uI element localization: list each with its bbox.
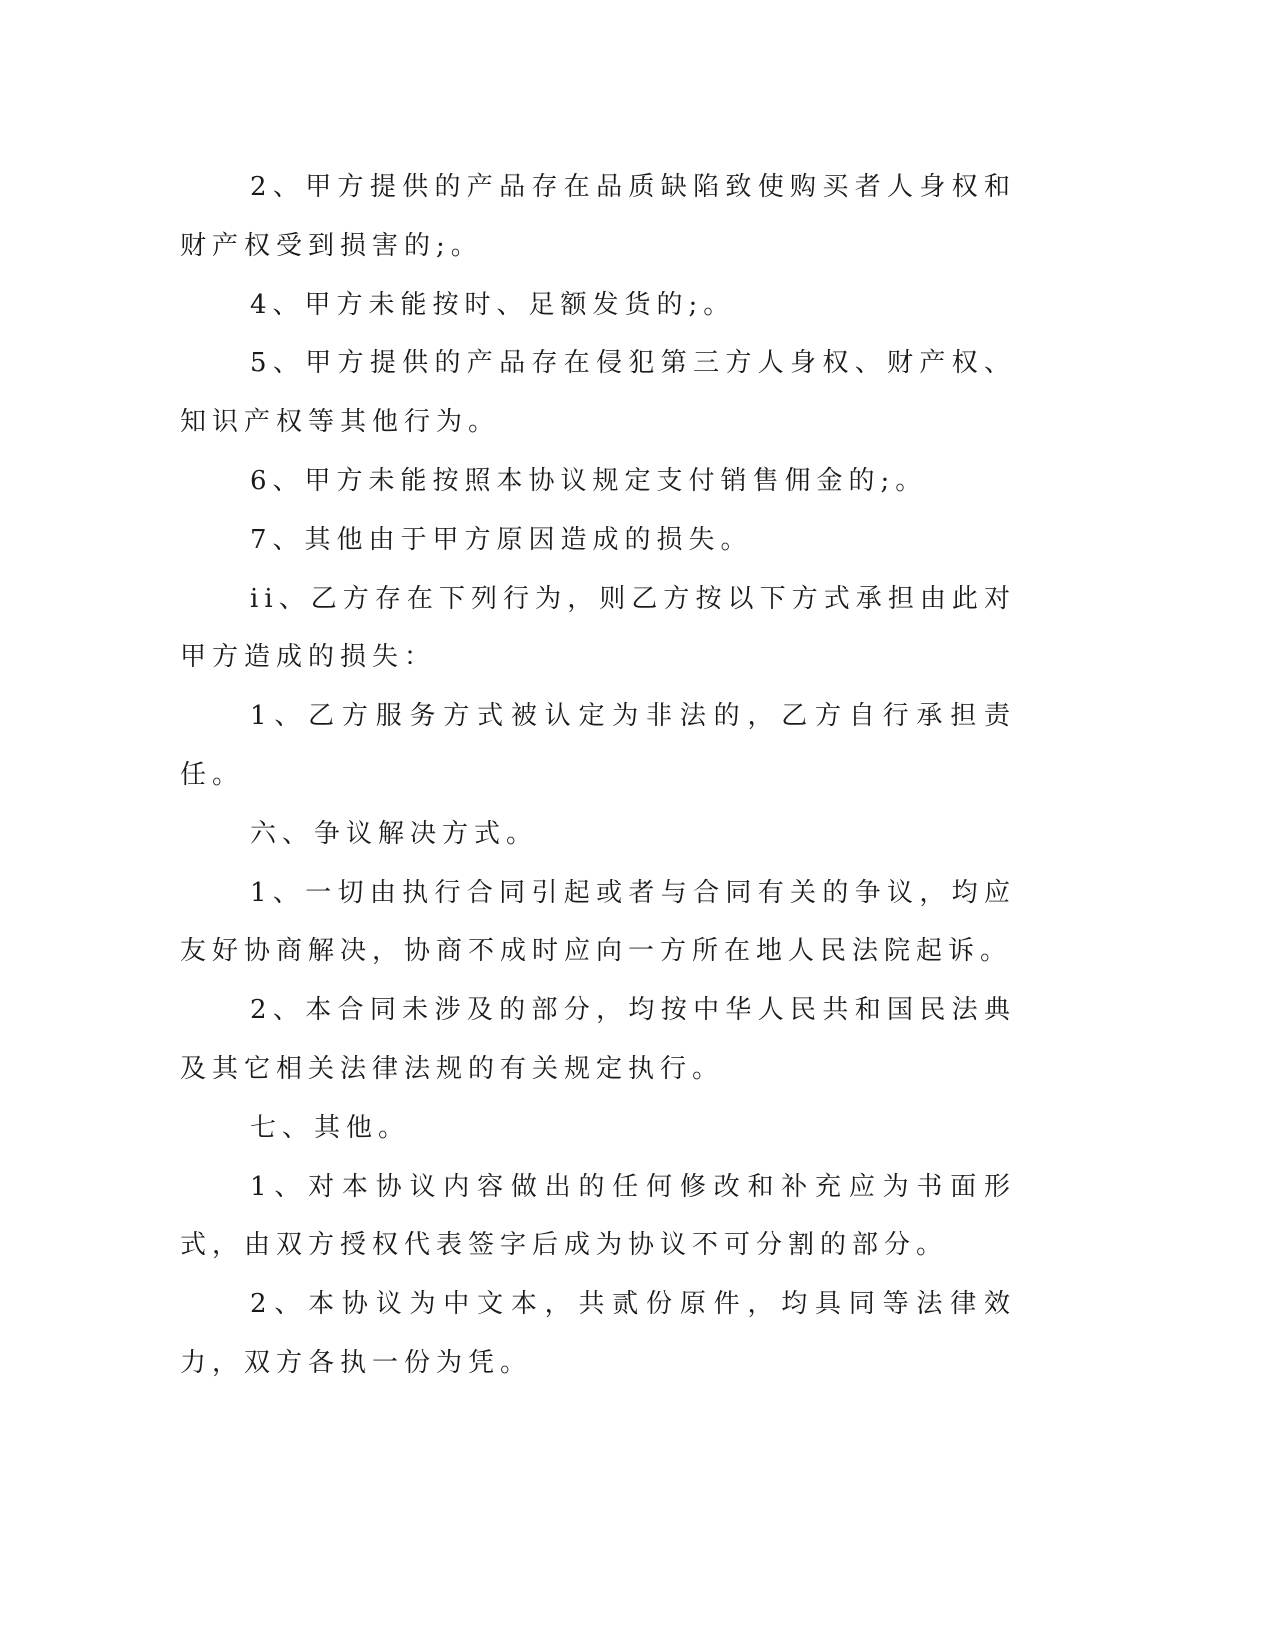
clause-party-a-other-loss: 7、其他由于甲方原因造成的损失。	[250, 524, 753, 555]
section-heading-dispute-resolution: 六、争议解决方式。	[250, 818, 539, 849]
clause-amendments: 1、对本协议内容做出的任何修改和补充应为书面形式，由双方授权代表签字后成为协议不可分割的部分。	[180, 1171, 1016, 1261]
clause-party-b-illegal-service: 1、乙方服务方式被认定为非法的，乙方自行承担责任。	[180, 701, 1016, 790]
clause-party-a-late-delivery: 4、甲方未能按时、足额发货的;。	[250, 289, 736, 320]
section-heading-other: 七、其他。	[250, 1112, 411, 1143]
clause-party-a-commission: 6、甲方未能按照本协议规定支付销售佣金的;。	[250, 465, 928, 496]
document-body	[180, 158, 1016, 1393]
clause-copies: 2、本协议为中文本，共贰份原件，均具同等法律效力，双方各执一份为凭。	[180, 1289, 1016, 1378]
clause-dispute-negotiation: 1、一切由执行合同引起或者与合同有关的争议，均应友好协商解决，协商不成时应向一方所在地人民法院起诉。	[180, 877, 1016, 967]
clause-party-a-infringement: 5、甲方提供的产品存在侵犯第三方人身权、财产权、知识产权等其他行为。	[180, 348, 1016, 438]
clause-party-a-quality-defect: 2、甲方提供的产品存在品质缺陷致使购买者人身权和财产权受到损害的;。	[180, 172, 1016, 261]
section-party-b-liability: ii、乙方存在下列行为，则乙方按以下方式承担由此对甲方造成的损失：	[180, 583, 1016, 673]
clause-applicable-law: 2、本合同未涉及的部分，均按中华人民共和国民法典及其它相关法律法规的有关规定执行。	[180, 995, 1016, 1084]
